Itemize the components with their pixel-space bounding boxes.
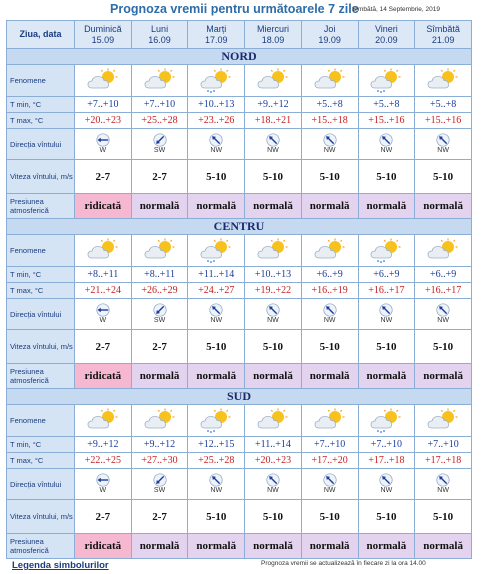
r-tmax-cell: +15..+16 <box>358 113 415 129</box>
r-speed-cell: 2-7 <box>75 160 132 194</box>
r-speed-cell: 5-10 <box>415 330 472 364</box>
day-date: 15.09 <box>91 34 115 45</box>
partly-cloudy-icon <box>143 238 177 264</box>
r-tmin-row <box>7 437 472 453</box>
r-press-cell: normală <box>301 364 358 389</box>
day-date: 19.09 <box>318 34 341 45</box>
r-wind-cell <box>245 129 302 160</box>
wind-direction-icon <box>266 473 280 487</box>
wind-direction-icon <box>323 303 337 317</box>
r-tmax-row <box>7 453 472 469</box>
r-press-cell: normală <box>358 194 415 219</box>
r-tmin-cell: +7..+10 <box>358 437 415 453</box>
r-press-row <box>7 534 472 559</box>
r-tmax-row <box>7 113 472 129</box>
r-wind-cell <box>188 129 245 160</box>
r-wind-cell <box>245 469 302 500</box>
wind-direction-icon <box>96 303 110 317</box>
r-press-cell: normală <box>415 364 472 389</box>
r-tmax-cell: +21..+24 <box>75 283 132 299</box>
r-wind-cell <box>415 299 472 330</box>
r-icon-row <box>7 65 472 97</box>
r-icon-cell <box>415 65 472 97</box>
wind-direction-label: NW <box>323 317 336 324</box>
row-label: Direcția vîntului <box>7 299 75 330</box>
partly-cloudy-icon <box>256 68 290 94</box>
day-header <box>75 21 132 49</box>
r-wind-cell <box>301 129 358 160</box>
r-speed-row <box>7 160 472 194</box>
r-tmin-cell: +8..+11 <box>75 267 132 283</box>
r-tmin-cell: +10..+13 <box>245 267 302 283</box>
r-speed-cell: 5-10 <box>301 500 358 534</box>
row-label: T min, °C <box>7 97 75 113</box>
r-icon-cell <box>358 235 415 267</box>
r-wind-cell <box>75 469 132 500</box>
r-speed-cell: 2-7 <box>75 500 132 534</box>
row-label: T max, °C <box>7 283 75 299</box>
r-icon-row <box>7 405 472 437</box>
r-press-cell: ridicată <box>75 534 132 559</box>
forecast-table <box>6 20 472 559</box>
r-tmin-cell: +5..+8 <box>358 97 415 113</box>
row-label: T min, °C <box>7 437 75 453</box>
day-header <box>188 21 245 49</box>
r-speed-cell: 5-10 <box>301 330 358 364</box>
wind-direction-label: NW <box>267 147 279 154</box>
wind-direction-icon <box>379 133 393 147</box>
wind-direction-label: NW <box>210 487 223 494</box>
r-tmax-cell: +20..+23 <box>245 453 302 469</box>
r-icon-cell <box>358 405 415 437</box>
region-row <box>7 49 472 65</box>
partly-cloudy-icon <box>86 408 120 434</box>
r-wind-row <box>7 129 472 160</box>
r-icon-cell <box>301 235 358 267</box>
r-tmax-cell: +25..+28 <box>131 113 188 129</box>
partly-cloudy-rain-icon <box>199 68 233 94</box>
r-icon-cell <box>245 65 302 97</box>
wind-direction-label: NW <box>210 317 223 324</box>
r-press-row <box>7 194 472 219</box>
region-row <box>7 219 472 235</box>
row-label: Direcția vîntului <box>7 129 75 160</box>
r-wind-cell <box>301 299 358 330</box>
r-wind-row <box>7 299 472 330</box>
partly-cloudy-icon <box>426 408 460 434</box>
r-wind-cell <box>358 299 415 330</box>
r-tmin-cell: +11..+14 <box>245 437 302 453</box>
day-date: 17.09 <box>204 34 228 45</box>
day-date: 20.09 <box>375 34 398 45</box>
r-tmin-cell: +6..+9 <box>358 267 415 283</box>
wind-direction-icon <box>436 303 450 317</box>
r-wind-cell <box>358 129 415 160</box>
title-bar <box>0 0 485 18</box>
r-tmin-cell: +7..+10 <box>415 437 472 453</box>
r-icon-row <box>7 235 472 267</box>
wind-direction-icon <box>209 133 223 147</box>
partly-cloudy-rain-icon <box>369 68 403 94</box>
wind-direction-label: NW <box>323 147 336 154</box>
day-header <box>245 21 302 49</box>
wind-direction-icon <box>266 303 280 317</box>
r-wind-cell <box>415 469 472 500</box>
r-tmax-cell: +16..+17 <box>358 283 415 299</box>
r-icon-cell <box>188 65 245 97</box>
r-wind-cell <box>75 299 132 330</box>
row-label: Viteza vîntului, m/s <box>7 500 75 534</box>
wind-direction-label: NW <box>380 487 393 494</box>
wind-direction-icon <box>153 473 167 487</box>
r-tmax-cell: +27..+30 <box>131 453 188 469</box>
r-tmin-cell: +12..+15 <box>188 437 245 453</box>
r-tmax-cell: +22..+25 <box>75 453 132 469</box>
partly-cloudy-icon <box>86 68 120 94</box>
r-wind-cell <box>131 129 188 160</box>
wind-direction-icon <box>323 473 337 487</box>
partly-cloudy-rain-icon <box>369 238 403 264</box>
region-name: SUD <box>7 389 472 405</box>
row-label: Viteza vîntului, m/s <box>7 160 75 194</box>
r-press-cell: normală <box>131 194 188 219</box>
r-tmin-cell: +9..+12 <box>131 437 188 453</box>
r-press-cell: normală <box>245 364 302 389</box>
r-icon-cell <box>358 65 415 97</box>
r-wind-cell <box>75 129 132 160</box>
page-title: Prognoza vremii pentru următoarele 7 zile <box>110 2 359 16</box>
wind-direction-label: NW <box>267 317 279 324</box>
r-speed-cell: 5-10 <box>188 500 245 534</box>
r-speed-cell: 5-10 <box>245 160 302 194</box>
row-label: Presiunea atmosferică <box>7 194 75 219</box>
wind-direction-label: NW <box>437 147 449 154</box>
r-icon-cell <box>415 235 472 267</box>
region-name: CENTRU <box>7 219 472 235</box>
r-speed-cell: 2-7 <box>131 500 188 534</box>
r-press-cell: normală <box>131 534 188 559</box>
wind-direction-icon <box>153 133 167 147</box>
r-wind-cell <box>245 299 302 330</box>
r-icon-cell <box>131 65 188 97</box>
r-press-cell: normală <box>245 534 302 559</box>
r-wind-cell <box>358 469 415 500</box>
wind-direction-icon <box>379 473 393 487</box>
r-speed-cell: 5-10 <box>301 160 358 194</box>
r-tmin-cell: +8..+11 <box>131 267 188 283</box>
wind-direction-label: SW <box>153 487 166 494</box>
r-icon-cell <box>131 235 188 267</box>
wind-direction-label: W <box>99 487 107 494</box>
r-press-cell: ridicată <box>75 194 132 219</box>
wind-direction-label: NW <box>437 317 449 324</box>
partly-cloudy-icon <box>256 408 290 434</box>
r-tmin-row <box>7 267 472 283</box>
header-first-cell: Ziua, data <box>7 21 75 49</box>
r-tmax-cell: +26..+29 <box>131 283 188 299</box>
r-tmax-cell: +18..+21 <box>245 113 302 129</box>
r-tmax-cell: +17..+18 <box>358 453 415 469</box>
r-speed-cell: 5-10 <box>358 160 415 194</box>
partly-cloudy-icon <box>313 238 347 264</box>
r-press-cell: ridicată <box>75 364 132 389</box>
r-wind-cell <box>131 299 188 330</box>
current-date: Sîmbătă, 14 Septembrie, 2019 <box>351 6 440 13</box>
r-tmax-row <box>7 283 472 299</box>
wind-direction-icon <box>209 473 223 487</box>
r-tmin-cell: +10..+13 <box>188 97 245 113</box>
r-speed-cell: 5-10 <box>245 330 302 364</box>
r-press-row <box>7 364 472 389</box>
partly-cloudy-icon <box>86 238 120 264</box>
partly-cloudy-rain-icon <box>369 408 403 434</box>
r-icon-cell <box>301 405 358 437</box>
r-tmax-cell: +23..+26 <box>188 113 245 129</box>
wind-direction-label: NW <box>380 317 393 324</box>
day-header <box>131 21 188 49</box>
row-label: Fenomene <box>7 405 75 437</box>
legend-link[interactable]: Legenda simbolurilor <box>12 560 109 571</box>
partly-cloudy-icon <box>313 408 347 434</box>
partly-cloudy-icon <box>313 68 347 94</box>
wind-direction-icon <box>96 133 110 147</box>
day-name: Vineri <box>374 23 398 34</box>
day-header <box>358 21 415 49</box>
region-row <box>7 389 472 405</box>
r-icon-cell <box>75 235 132 267</box>
day-name: Marți <box>206 23 227 34</box>
row-label: Direcția vîntului <box>7 469 75 500</box>
wind-direction-label: NW <box>323 487 336 494</box>
r-press-cell: normală <box>415 534 472 559</box>
day-name: Sîmbătă <box>426 23 460 34</box>
r-tmax-cell: +15..+16 <box>415 113 472 129</box>
r-tmin-cell: +9..+12 <box>75 437 132 453</box>
wind-direction-icon <box>323 133 337 147</box>
r-tmax-cell: +20..+23 <box>75 113 132 129</box>
r-speed-cell: 5-10 <box>358 330 415 364</box>
r-press-cell: normală <box>358 364 415 389</box>
r-wind-row <box>7 469 472 500</box>
r-icon-cell <box>188 235 245 267</box>
r-speed-cell: 5-10 <box>188 160 245 194</box>
r-tmin-cell: +6..+9 <box>301 267 358 283</box>
row-label: Presiunea atmosferică <box>7 534 75 559</box>
r-wind-cell <box>188 469 245 500</box>
wind-direction-icon <box>96 473 110 487</box>
r-press-cell: normală <box>188 364 245 389</box>
partly-cloudy-icon <box>143 68 177 94</box>
r-tmin-row <box>7 97 472 113</box>
r-tmax-cell: +17..+20 <box>301 453 358 469</box>
wind-direction-icon <box>266 133 280 147</box>
row-label: Presiunea atmosferică <box>7 364 75 389</box>
r-speed-cell: 5-10 <box>358 500 415 534</box>
r-speed-cell: 2-7 <box>131 160 188 194</box>
row-label: Fenomene <box>7 235 75 267</box>
r-speed-cell: 2-7 <box>131 330 188 364</box>
day-header <box>415 21 472 49</box>
r-wind-cell <box>415 129 472 160</box>
r-press-cell: normală <box>415 194 472 219</box>
day-date: 18.09 <box>261 34 285 45</box>
r-press-cell: normală <box>188 194 245 219</box>
r-tmin-cell: +7..+10 <box>131 97 188 113</box>
r-wind-cell <box>301 469 358 500</box>
partly-cloudy-icon <box>256 238 290 264</box>
r-press-cell: normală <box>245 194 302 219</box>
wind-direction-label: SW <box>153 147 166 154</box>
header-row <box>7 21 472 49</box>
day-name: Luni <box>151 23 169 34</box>
wind-direction-icon <box>209 303 223 317</box>
r-speed-row <box>7 500 472 534</box>
r-tmax-cell: +19..+22 <box>245 283 302 299</box>
r-speed-cell: 5-10 <box>415 500 472 534</box>
wind-direction-label: NW <box>267 487 279 494</box>
r-icon-cell <box>301 65 358 97</box>
r-icon-cell <box>245 405 302 437</box>
r-tmax-cell: +16..+17 <box>415 283 472 299</box>
wind-direction-icon <box>379 303 393 317</box>
r-icon-cell <box>75 65 132 97</box>
r-speed-cell: 5-10 <box>415 160 472 194</box>
r-tmin-cell: +6..+9 <box>415 267 472 283</box>
r-speed-cell: 5-10 <box>245 500 302 534</box>
wind-direction-label: NW <box>380 147 393 154</box>
day-name: Joi <box>323 23 336 34</box>
day-date: 16.09 <box>148 34 171 45</box>
r-press-cell: normală <box>301 534 358 559</box>
r-icon-cell <box>415 405 472 437</box>
r-press-cell: normală <box>188 534 245 559</box>
r-tmin-cell: +11..+14 <box>188 267 245 283</box>
r-tmax-cell: +24..+27 <box>188 283 245 299</box>
r-press-cell: normală <box>301 194 358 219</box>
r-tmin-cell: +7..+10 <box>301 437 358 453</box>
wind-direction-icon <box>436 473 450 487</box>
r-wind-cell <box>188 299 245 330</box>
wind-direction-icon <box>153 303 167 317</box>
wind-direction-label: SW <box>153 317 166 324</box>
r-tmin-cell: +5..+8 <box>301 97 358 113</box>
row-label: T max, °C <box>7 453 75 469</box>
r-press-cell: normală <box>131 364 188 389</box>
row-label: T max, °C <box>7 113 75 129</box>
r-icon-cell <box>188 405 245 437</box>
row-label: Fenomene <box>7 65 75 97</box>
r-tmax-cell: +16..+19 <box>301 283 358 299</box>
r-tmin-cell: +5..+8 <box>415 97 472 113</box>
wind-direction-icon <box>436 133 450 147</box>
partly-cloudy-rain-icon <box>199 408 233 434</box>
partly-cloudy-icon <box>143 408 177 434</box>
day-header <box>301 21 358 49</box>
r-wind-cell <box>131 469 188 500</box>
r-speed-row <box>7 330 472 364</box>
r-speed-cell: 5-10 <box>188 330 245 364</box>
r-tmax-cell: +25..+28 <box>188 453 245 469</box>
wind-direction-label: NW <box>437 487 449 494</box>
wind-direction-label: NW <box>210 147 223 154</box>
r-icon-cell <box>131 405 188 437</box>
wind-direction-label: W <box>99 317 107 324</box>
r-icon-cell <box>75 405 132 437</box>
wind-direction-label: W <box>99 147 107 154</box>
partly-cloudy-icon <box>426 68 460 94</box>
partly-cloudy-icon <box>426 238 460 264</box>
r-icon-cell <box>245 235 302 267</box>
r-tmax-cell: +17..+18 <box>415 453 472 469</box>
day-name: Miercuri <box>256 23 289 34</box>
region-name: NORD <box>7 49 472 65</box>
day-name: Duminică <box>84 23 122 34</box>
day-date: 21.09 <box>431 34 455 45</box>
partly-cloudy-rain-icon <box>199 238 233 264</box>
r-speed-cell: 2-7 <box>75 330 132 364</box>
update-note: Prognoza vremii se actualizează în fiecare zi la ora 14.00 <box>261 560 426 567</box>
r-press-cell: normală <box>358 534 415 559</box>
row-label: T min, °C <box>7 267 75 283</box>
r-tmax-cell: +15..+18 <box>301 113 358 129</box>
r-tmin-cell: +7..+10 <box>75 97 132 113</box>
row-label: Viteza vîntului, m/s <box>7 330 75 364</box>
r-tmin-cell: +9..+12 <box>245 97 302 113</box>
